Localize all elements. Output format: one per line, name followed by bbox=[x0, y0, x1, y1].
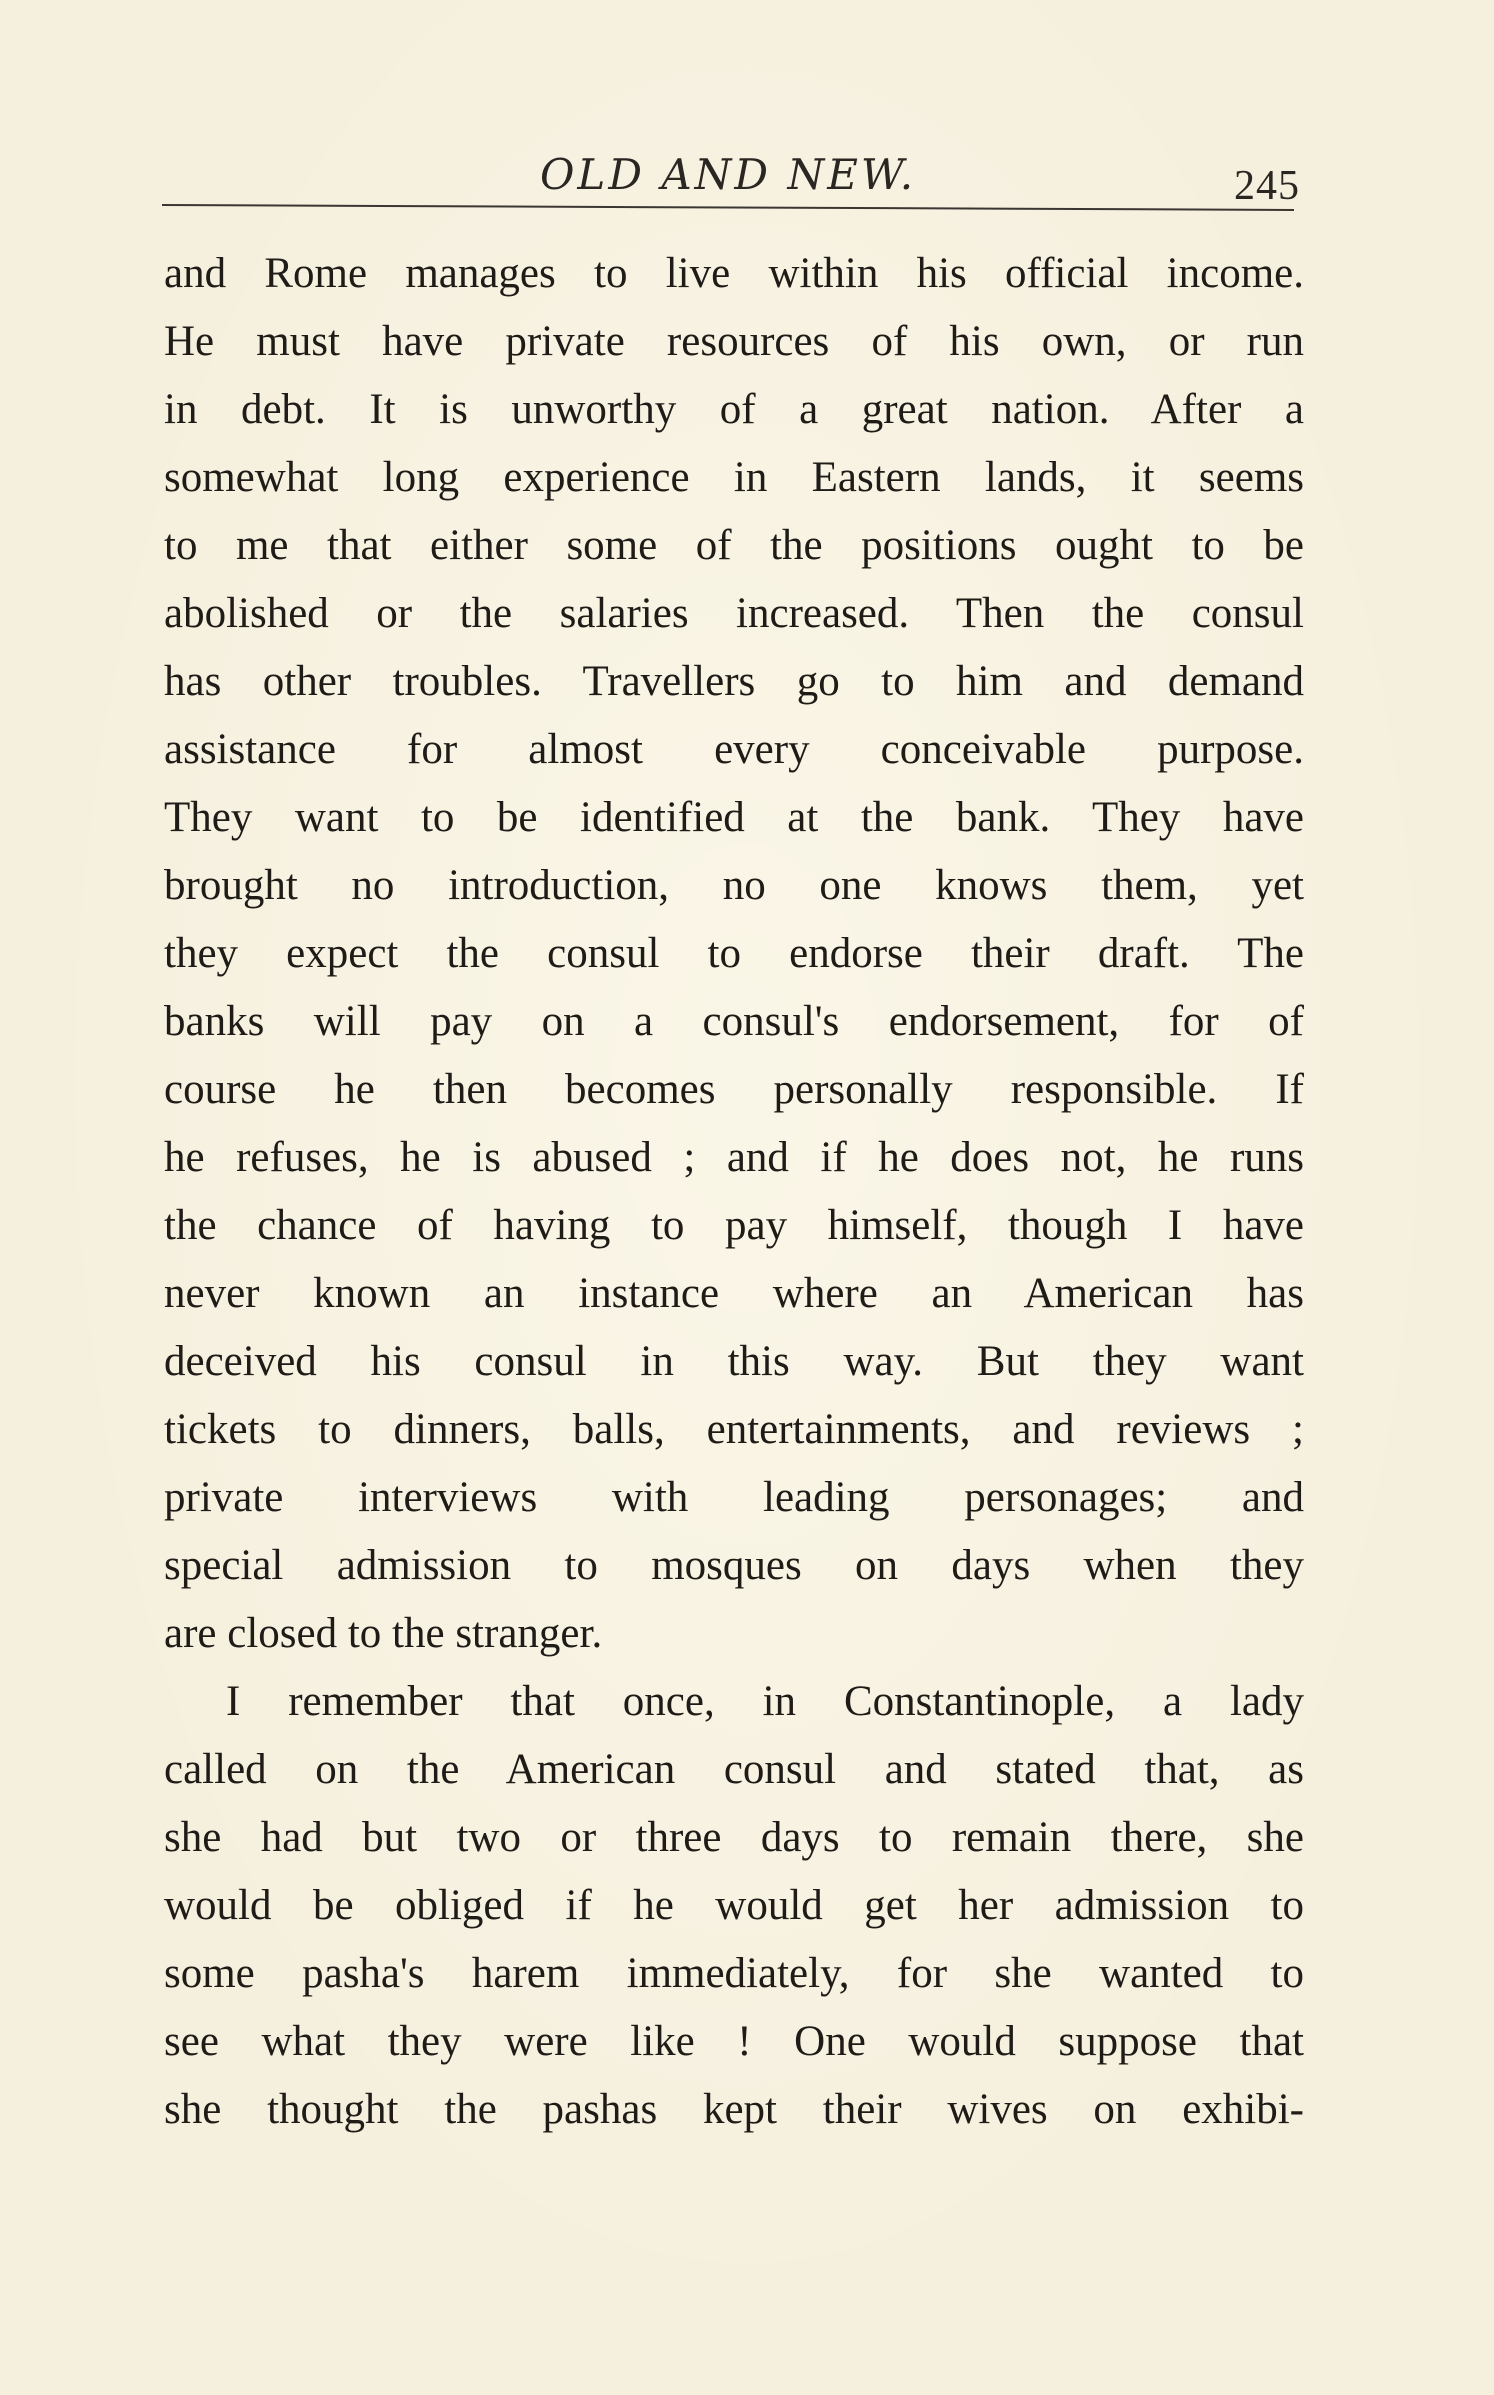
text-line: to me that either some of the positions ought to be bbox=[164, 522, 1304, 569]
text-line: called on the American consul and stated that, as bbox=[164, 1746, 1304, 1793]
paragraph-start-line: I remember that once, in Constantinople, a lady bbox=[226, 1678, 1304, 1725]
text-line: abolished or the salaries increased. Then the consul bbox=[164, 590, 1304, 637]
text-line: special admission to mosques on days when they bbox=[164, 1542, 1304, 1589]
text-line: brought no introduction, no one knows them, yet bbox=[164, 862, 1304, 909]
text-line: somewhat long experience in Eastern lands, it seems bbox=[164, 454, 1304, 501]
text-line: tickets to dinners, balls, entertainments, and reviews ; bbox=[164, 1406, 1304, 1453]
text-line: deceived his consul in this way. But they want bbox=[164, 1338, 1304, 1385]
text-line: They want to be identified at the bank. They have bbox=[164, 794, 1304, 841]
text-line: she thought the pashas kept their wives on exhibi- bbox=[164, 2086, 1304, 2133]
text-line: He must have private resources of his own, or run bbox=[164, 318, 1304, 365]
text-line: she had but two or three days to remain there, she bbox=[164, 1814, 1304, 1861]
text-line: in debt. It is unworthy of a great nation. After a bbox=[164, 386, 1304, 433]
running-title: OLD AND NEW. bbox=[540, 150, 917, 199]
text-line: course he then becomes personally responsible. If bbox=[164, 1066, 1304, 1113]
page-number: 245 bbox=[1234, 163, 1300, 209]
text-line: banks will pay on a consul's endorsement, for of bbox=[164, 998, 1304, 1045]
text-line: would be obliged if he would get her admission to bbox=[164, 1882, 1304, 1929]
text-line: the chance of having to pay himself, though I have bbox=[164, 1202, 1304, 1249]
text-line: assistance for almost every conceivable purpose. bbox=[164, 726, 1304, 773]
text-line: see what they were like ! One would suppose that bbox=[164, 2018, 1304, 2065]
body-text bbox=[164, 240, 1304, 2144]
text-line: never known an instance where an American has bbox=[164, 1270, 1304, 1317]
text-line: some pasha's harem immediately, for she wanted to bbox=[164, 1950, 1304, 1997]
text-line: he refuses, he is abused ; and if he does not, he runs bbox=[164, 1134, 1304, 1181]
text-line: has other troubles. Travellers go to him and demand bbox=[164, 658, 1304, 705]
text-line: private interviews with leading personages; and bbox=[164, 1474, 1304, 1521]
paragraph-end-line: are closed to the stranger. bbox=[164, 1610, 603, 1657]
text-line: they expect the consul to endorse their draft. The bbox=[164, 930, 1304, 977]
text-line: and Rome manages to live within his official income. bbox=[164, 250, 1304, 297]
page-header bbox=[0, 150, 1494, 210]
